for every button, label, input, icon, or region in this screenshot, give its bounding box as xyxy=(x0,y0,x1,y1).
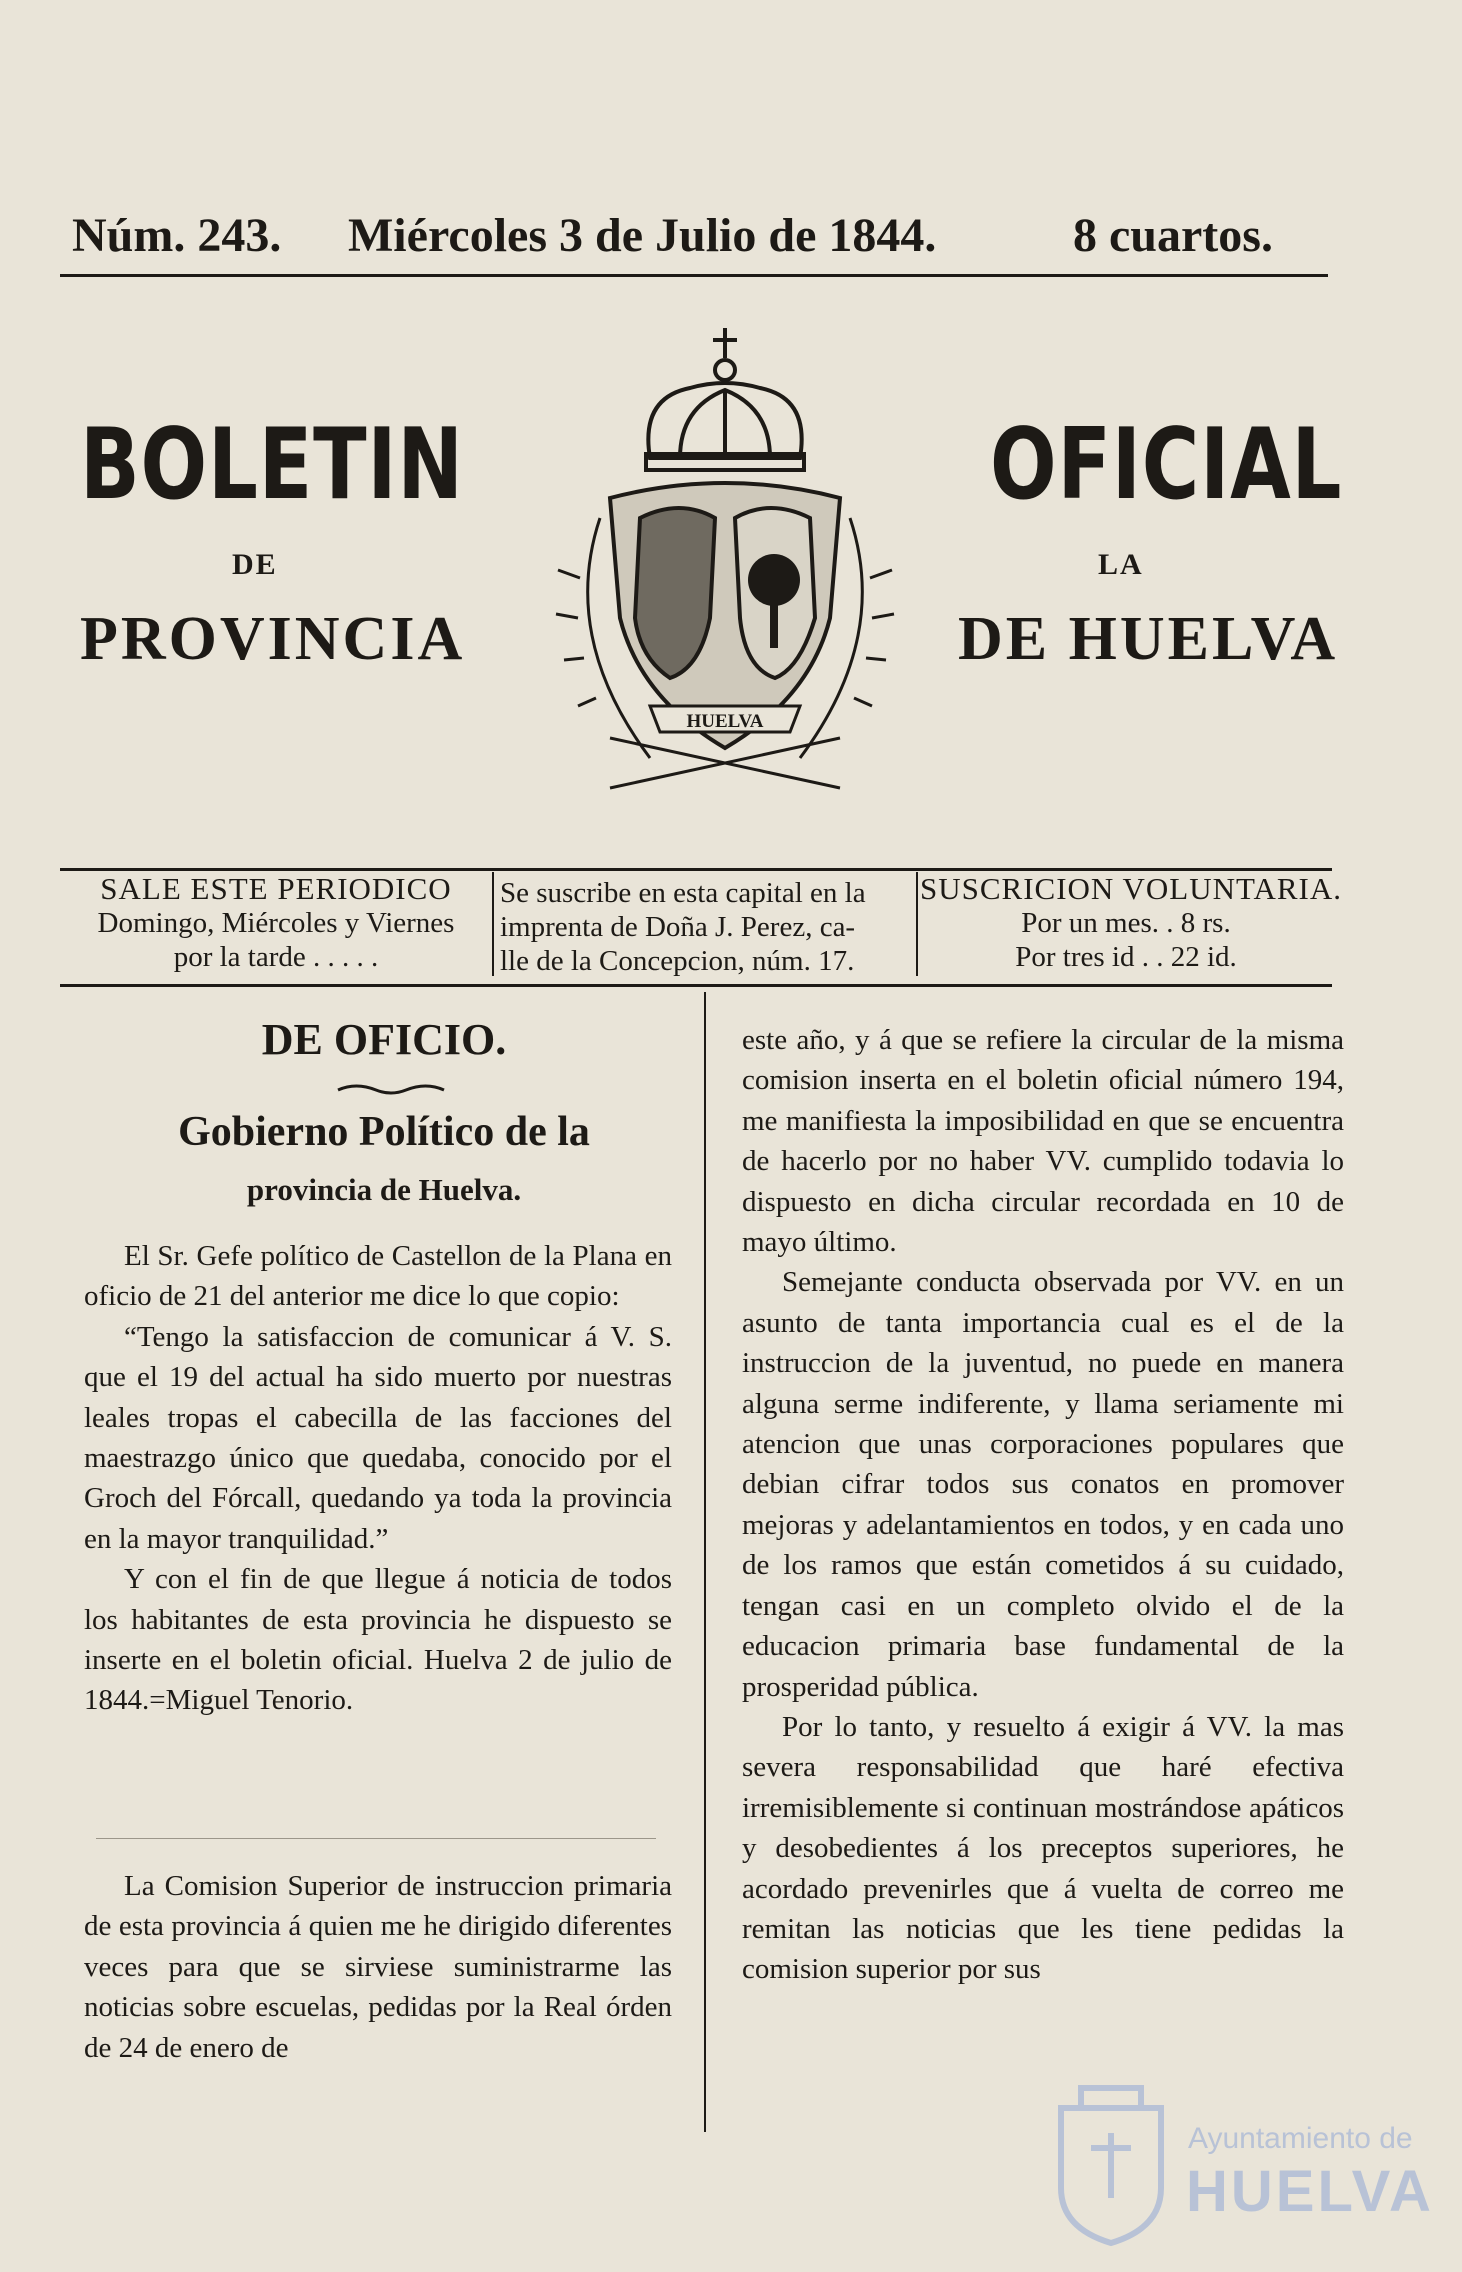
watermark-line-1: Ayuntamiento de xyxy=(1188,2122,1413,2155)
paragraph: Y con el fin de que llegue á noticia de todos los habitantes de esta provincia he dispuesto se inserte en el boletin oficial. Huelva 2 de julio de 1844.=Miguel Tenorio. xyxy=(84,1563,672,1717)
schedule-time: por la tarde . . . . . xyxy=(173,941,379,973)
watermark-line-2: HUELVA xyxy=(1186,2159,1434,2224)
ornament-divider-icon xyxy=(336,1082,446,1098)
title-boletin: BOLETIN xyxy=(80,408,464,522)
masthead-rule xyxy=(60,274,1328,277)
info-box-schedule xyxy=(64,872,488,974)
left-column-text-2 xyxy=(84,1866,672,2068)
title-de: DE xyxy=(232,548,278,581)
issue-date: Miércoles 3 de Julio de 1844. xyxy=(348,209,937,262)
city-crest-watermark-icon xyxy=(1046,2078,1176,2248)
title-la: LA xyxy=(1098,548,1144,581)
schedule-heading: SALE ESTE PERIODICO xyxy=(100,871,452,906)
subscribe-line-3: lle de la Concepcion, núm. 17. xyxy=(500,945,855,977)
left-column-text-1 xyxy=(84,1236,672,1721)
crest-ribbon-text: HUELVA xyxy=(686,711,764,732)
schedule-days: Domingo, Miércoles y Viernes xyxy=(97,907,455,939)
paragraph: “Tengo la satisfaccion de comunicar á V. S. que el 19 del actual ha sido muerto por nuestras leales tropas el cabecilla de las facciones del maestrazgo único que quedaba, conocido por el Groch del Fórcall, quedando ya toda la provincia en la mayor tranquilidad.” xyxy=(84,1320,672,1555)
subscribe-line-1: Se suscribe en esta capital en la xyxy=(500,877,866,909)
right-column-text xyxy=(742,1020,1344,1990)
article-subheading: provincia de Huelva. xyxy=(246,1172,522,1207)
paragraph: La Comision Superior de instruccion primaria de esta provincia á quien me he dirigido diferentes veces para que se sirviese suministrarme las noticias sobre escuelas, pedidas por la Real órden de 24 de enero de xyxy=(84,1870,672,2064)
info-divider-right xyxy=(916,872,918,976)
issue-price: 8 cuartos. xyxy=(1073,209,1273,262)
prices-heading: SUSCRICION VOLUNTARIA. xyxy=(920,871,1342,906)
info-divider-left xyxy=(492,872,494,976)
coat-of-arms-icon xyxy=(500,318,950,818)
title-de-huelva: DE HUELVA xyxy=(958,605,1339,673)
issue-number: Núm. 243. xyxy=(72,209,282,262)
article-separator xyxy=(96,1838,656,1839)
title-oficial: OFICIAL xyxy=(990,408,1343,522)
title-provincia: PROVINCIA xyxy=(80,605,466,673)
paragraph: Por lo tanto, y resuelto á exigir á VV. la mas severa responsabilidad que haré efectiva irremisiblemente si continuan mostrándose apáticos y desobedientes á los preceptos superiores, he acordado prevenirles que á vuelta de correo me remitan las noticias que les tiene pedidas la comision superior por sus xyxy=(742,1710,1344,1986)
paragraph: Semejante conducta observada por VV. en un asunto de tanta importancia cual es el de la instruccion de la juventud, no puede en manera alguna serme indiferente, y llama seriamente mi atencion que unas corporaciones populares que debian cifrar todos sus conatos en promover mejoras y adelantamientos en todos, y en cada uno de los ramos que están cometidos á su cuidado, tengan casi en un completo olvido el de la educacion primaria base fundamental de la prosperidad pública. xyxy=(742,1266,1344,1703)
paragraph: El Sr. Gefe político de Castellon de la Plana en oficio de 21 del anterior me dice lo que copio: xyxy=(84,1240,672,1313)
paragraph: este año, y á que se refiere la circular de la misma comision inserta en el boletin oficial número 194, me manifiesta la imposibilidad en que se encuentra de hacerlo por no haber VV. cumplido todavia lo dispuesto en dicha circular recordada en 10 de mayo último. xyxy=(742,1024,1344,1259)
info-bottom-rule xyxy=(60,984,1332,987)
subscribe-line-2: imprenta de Doña J. Perez, ca- xyxy=(500,911,856,943)
article-heading: Gobierno Político de la xyxy=(178,1109,590,1155)
price-month: Por un mes. . 8 rs. xyxy=(1021,907,1231,939)
column-divider xyxy=(704,992,706,2132)
price-three-months: Por tres id . . 22 id. xyxy=(1015,941,1237,973)
info-box-prices xyxy=(920,871,1342,974)
section-de-oficio: DE OFICIO. xyxy=(261,1015,507,1064)
info-box-subscribe xyxy=(500,876,910,978)
